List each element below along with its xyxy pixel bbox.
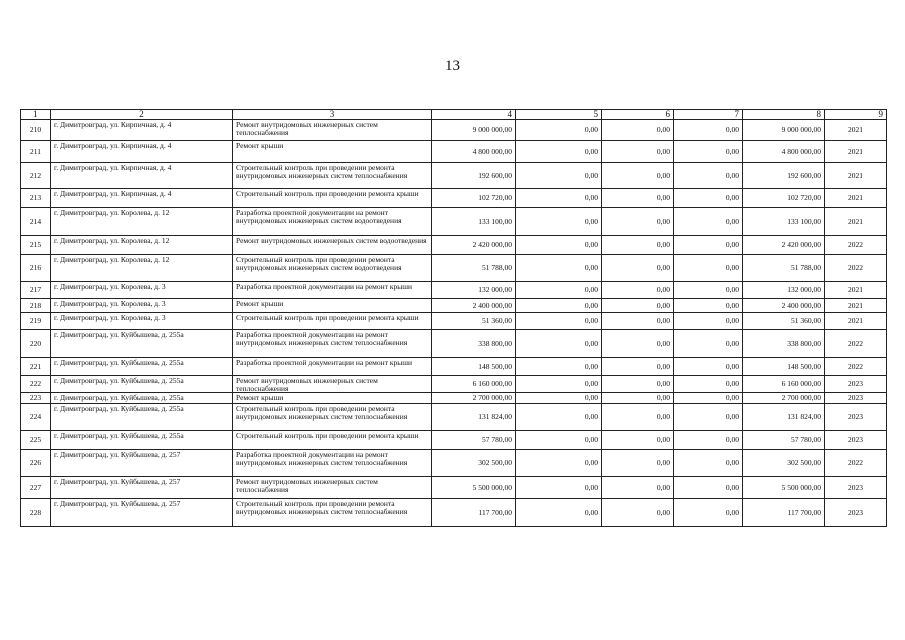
year-cell: 2021 [825, 208, 887, 236]
table-row [21, 477, 887, 499]
table-row [21, 141, 887, 163]
table-row [21, 313, 887, 330]
address-cell: г. Димитровград, ул. Куйбышева, д. 255а [51, 404, 233, 431]
year-cell: 2021 [825, 282, 887, 299]
amount-cell: 2 400 000,00 [432, 299, 516, 313]
address-cell: г. Димитровград, ул. Королева, д. 3 [51, 313, 233, 330]
year-cell: 2023 [825, 404, 887, 431]
address-cell: г. Димитровград, ул. Королева, д. 3 [51, 299, 233, 313]
zero-amount-cell: 0,00 [674, 282, 743, 299]
zero-amount-cell: 0,00 [674, 313, 743, 330]
work-type-cell: Строительный контроль при проведении ремонта внутридомовых инженерных систем водоотведения [233, 255, 432, 282]
total-amount-cell: 192 600,00 [743, 163, 825, 189]
year-cell: 2021 [825, 120, 887, 141]
total-amount-cell: 9 000 000,00 [743, 120, 825, 141]
work-type-cell: Ремонт внутридомовых инженерных систем водоотведения [233, 236, 432, 255]
table-row [21, 299, 887, 313]
work-type-cell: Разработка проектной документации на ремонт внутридомовых инженерных систем теплоснабжения [233, 330, 432, 358]
work-type-cell: Разработка проектной документации на ремонт внутридомовых инженерных систем водоотведения [233, 208, 432, 236]
row-number-cell: 218 [21, 299, 51, 313]
row-number-cell: 214 [21, 208, 51, 236]
total-amount-cell: 5 500 000,00 [743, 477, 825, 499]
table-row [21, 376, 887, 393]
amount-cell: 2 420 000,00 [432, 236, 516, 255]
address-cell: г. Димитровград, ул. Куйбышева, д. 257 [51, 477, 233, 499]
work-type-cell: Разработка проектной документации на ремонт крыши [233, 358, 432, 376]
zero-amount-cell: 0,00 [516, 330, 602, 358]
row-number-cell: 226 [21, 450, 51, 477]
amount-cell: 148 500,00 [432, 358, 516, 376]
year-cell: 2023 [825, 499, 887, 527]
address-cell: г. Димитровград, ул. Куйбышева, д. 255а [51, 358, 233, 376]
address-cell: г. Димитровград, ул. Куйбышева, д. 255а [51, 330, 233, 358]
page-number: 13 [445, 58, 460, 74]
row-number-cell: 227 [21, 477, 51, 499]
total-amount-cell: 2 420 000,00 [743, 236, 825, 255]
zero-amount-cell: 0,00 [602, 282, 674, 299]
work-type-cell: Строительный контроль при проведении ремонта крыши [233, 431, 432, 450]
zero-amount-cell: 0,00 [516, 477, 602, 499]
row-number-cell: 210 [21, 120, 51, 141]
table-body [21, 120, 887, 527]
year-cell: 2021 [825, 163, 887, 189]
zero-amount-cell: 0,00 [516, 282, 602, 299]
row-number-cell: 220 [21, 330, 51, 358]
row-number-cell: 225 [21, 431, 51, 450]
zero-amount-cell: 0,00 [602, 404, 674, 431]
zero-amount-cell: 0,00 [674, 477, 743, 499]
total-amount-cell: 2 700 000,00 [743, 393, 825, 404]
total-amount-cell: 133 100,00 [743, 208, 825, 236]
address-cell: г. Димитровград, ул. Куйбышева, д. 257 [51, 450, 233, 477]
address-cell: г. Димитровград, ул. Куйбышева, д. 255а [51, 431, 233, 450]
total-amount-cell: 4 800 000,00 [743, 141, 825, 163]
header-cell: 3 [233, 110, 432, 120]
zero-amount-cell: 0,00 [674, 236, 743, 255]
address-cell: г. Димитровград, ул. Королева, д. 12 [51, 236, 233, 255]
table-row [21, 358, 887, 376]
zero-amount-cell: 0,00 [516, 358, 602, 376]
work-type-cell: Ремонт внутридомовых инженерных систем теплоснабжения [233, 120, 432, 141]
header-cell: 2 [51, 110, 233, 120]
address-cell: г. Димитровград, ул. Королева, д. 3 [51, 282, 233, 299]
zero-amount-cell: 0,00 [674, 376, 743, 393]
address-cell: г. Димитровград, ул. Куйбышева, д. 255а [51, 393, 233, 404]
table-header-row [21, 110, 887, 120]
zero-amount-cell: 0,00 [602, 236, 674, 255]
header-cell: 8 [743, 110, 825, 120]
table-row [21, 431, 887, 450]
zero-amount-cell: 0,00 [516, 499, 602, 527]
zero-amount-cell: 0,00 [602, 313, 674, 330]
zero-amount-cell: 0,00 [602, 450, 674, 477]
table-row [21, 404, 887, 431]
zero-amount-cell: 0,00 [674, 431, 743, 450]
row-number-cell: 211 [21, 141, 51, 163]
zero-amount-cell: 0,00 [602, 431, 674, 450]
zero-amount-cell: 0,00 [602, 141, 674, 163]
zero-amount-cell: 0,00 [674, 404, 743, 431]
work-type-cell: Ремонт внутридомовых инженерных систем теплоснабжения [233, 477, 432, 499]
amount-cell: 4 800 000,00 [432, 141, 516, 163]
table-row [21, 450, 887, 477]
zero-amount-cell: 0,00 [674, 358, 743, 376]
table-row [21, 330, 887, 358]
row-number-cell: 213 [21, 189, 51, 208]
work-type-cell: Разработка проектной документации на ремонт крыши [233, 282, 432, 299]
address-cell: г. Димитровград, ул. Куйбышева, д. 257 [51, 499, 233, 527]
work-type-cell: Строительный контроль при проведении ремонта внутридомовых инженерных систем теплоснабжения [233, 404, 432, 431]
address-cell: г. Димитровград, ул. Королева, д. 12 [51, 255, 233, 282]
year-cell: 2021 [825, 313, 887, 330]
amount-cell: 302 500,00 [432, 450, 516, 477]
zero-amount-cell: 0,00 [516, 141, 602, 163]
amount-cell: 131 824,00 [432, 404, 516, 431]
program-table [20, 109, 887, 527]
zero-amount-cell: 0,00 [602, 330, 674, 358]
work-type-cell: Разработка проектной документации на ремонт внутридомовых инженерных систем теплоснабжения [233, 450, 432, 477]
amount-cell: 51 360,00 [432, 313, 516, 330]
amount-cell: 51 788,00 [432, 255, 516, 282]
row-number-cell: 222 [21, 376, 51, 393]
header-cell: 5 [516, 110, 602, 120]
total-amount-cell: 148 500,00 [743, 358, 825, 376]
zero-amount-cell: 0,00 [602, 499, 674, 527]
address-cell: г. Димитровград, ул. Кирпичная, д. 4 [51, 163, 233, 189]
total-amount-cell: 2 400 000,00 [743, 299, 825, 313]
zero-amount-cell: 0,00 [602, 189, 674, 208]
amount-cell: 133 100,00 [432, 208, 516, 236]
zero-amount-cell: 0,00 [516, 376, 602, 393]
header-cell: 1 [21, 110, 51, 120]
total-amount-cell: 102 720,00 [743, 189, 825, 208]
year-cell: 2022 [825, 255, 887, 282]
table-row [21, 236, 887, 255]
amount-cell: 6 160 000,00 [432, 376, 516, 393]
year-cell: 2021 [825, 189, 887, 208]
zero-amount-cell: 0,00 [516, 236, 602, 255]
table-row [21, 282, 887, 299]
zero-amount-cell: 0,00 [674, 120, 743, 141]
year-cell: 2021 [825, 299, 887, 313]
year-cell: 2022 [825, 358, 887, 376]
amount-cell: 57 780,00 [432, 431, 516, 450]
zero-amount-cell: 0,00 [516, 393, 602, 404]
zero-amount-cell: 0,00 [516, 450, 602, 477]
year-cell: 2023 [825, 477, 887, 499]
zero-amount-cell: 0,00 [602, 120, 674, 141]
zero-amount-cell: 0,00 [674, 299, 743, 313]
amount-cell: 132 000,00 [432, 282, 516, 299]
row-number-cell: 221 [21, 358, 51, 376]
year-cell: 2022 [825, 236, 887, 255]
total-amount-cell: 132 000,00 [743, 282, 825, 299]
header-cell: 9 [825, 110, 887, 120]
row-number-cell: 224 [21, 404, 51, 431]
zero-amount-cell: 0,00 [674, 189, 743, 208]
amount-cell: 192 600,00 [432, 163, 516, 189]
zero-amount-cell: 0,00 [516, 313, 602, 330]
table-row [21, 393, 887, 404]
zero-amount-cell: 0,00 [516, 255, 602, 282]
total-amount-cell: 302 500,00 [743, 450, 825, 477]
year-cell: 2023 [825, 393, 887, 404]
zero-amount-cell: 0,00 [674, 163, 743, 189]
total-amount-cell: 6 160 000,00 [743, 376, 825, 393]
row-number-cell: 228 [21, 499, 51, 527]
year-cell: 2023 [825, 431, 887, 450]
address-cell: г. Димитровград, ул. Кирпичная, д. 4 [51, 189, 233, 208]
row-number-cell: 223 [21, 393, 51, 404]
table-row [21, 255, 887, 282]
zero-amount-cell: 0,00 [674, 450, 743, 477]
amount-cell: 338 800,00 [432, 330, 516, 358]
table-row [21, 120, 887, 141]
total-amount-cell: 57 780,00 [743, 431, 825, 450]
zero-amount-cell: 0,00 [602, 255, 674, 282]
zero-amount-cell: 0,00 [516, 189, 602, 208]
zero-amount-cell: 0,00 [516, 208, 602, 236]
year-cell: 2022 [825, 330, 887, 358]
work-type-cell: Ремонт внутридомовых инженерных систем теплоснабжения [233, 376, 432, 393]
zero-amount-cell: 0,00 [602, 376, 674, 393]
address-cell: г. Димитровград, ул. Куйбышева, д. 255а [51, 376, 233, 393]
header-cell: 6 [602, 110, 674, 120]
total-amount-cell: 131 824,00 [743, 404, 825, 431]
row-number-cell: 216 [21, 255, 51, 282]
address-cell: г. Димитровград, ул. Королева, д. 12 [51, 208, 233, 236]
zero-amount-cell: 0,00 [602, 393, 674, 404]
zero-amount-cell: 0,00 [602, 477, 674, 499]
amount-cell: 5 500 000,00 [432, 477, 516, 499]
table-row [21, 163, 887, 189]
year-cell: 2023 [825, 376, 887, 393]
work-type-cell: Строительный контроль при проведении ремонта внутридомовых инженерных систем теплоснабжения [233, 163, 432, 189]
total-amount-cell: 51 360,00 [743, 313, 825, 330]
zero-amount-cell: 0,00 [674, 141, 743, 163]
row-number-cell: 217 [21, 282, 51, 299]
amount-cell: 9 000 000,00 [432, 120, 516, 141]
row-number-cell: 219 [21, 313, 51, 330]
zero-amount-cell: 0,00 [516, 404, 602, 431]
header-cell: 4 [432, 110, 516, 120]
table-row [21, 208, 887, 236]
zero-amount-cell: 0,00 [516, 431, 602, 450]
zero-amount-cell: 0,00 [516, 299, 602, 313]
zero-amount-cell: 0,00 [674, 393, 743, 404]
work-type-cell: Строительный контроль при проведении ремонта крыши [233, 313, 432, 330]
work-type-cell: Ремонт крыши [233, 393, 432, 404]
row-number-cell: 212 [21, 163, 51, 189]
total-amount-cell: 117 700,00 [743, 499, 825, 527]
row-number-cell: 215 [21, 236, 51, 255]
year-cell: 2022 [825, 450, 887, 477]
work-type-cell: Ремонт крыши [233, 299, 432, 313]
header-cell: 7 [674, 110, 743, 120]
zero-amount-cell: 0,00 [674, 208, 743, 236]
amount-cell: 2 700 000,00 [432, 393, 516, 404]
work-type-cell: Строительный контроль при проведении ремонта крыши [233, 189, 432, 208]
address-cell: г. Димитровград, ул. Кирпичная, д. 4 [51, 120, 233, 141]
total-amount-cell: 51 788,00 [743, 255, 825, 282]
work-type-cell: Ремонт крыши [233, 141, 432, 163]
zero-amount-cell: 0,00 [516, 120, 602, 141]
zero-amount-cell: 0,00 [674, 499, 743, 527]
amount-cell: 117 700,00 [432, 499, 516, 527]
table-row [21, 499, 887, 527]
zero-amount-cell: 0,00 [602, 299, 674, 313]
zero-amount-cell: 0,00 [674, 255, 743, 282]
zero-amount-cell: 0,00 [674, 330, 743, 358]
table-row [21, 189, 887, 208]
address-cell: г. Димитровград, ул. Кирпичная, д. 4 [51, 141, 233, 163]
zero-amount-cell: 0,00 [516, 163, 602, 189]
total-amount-cell: 338 800,00 [743, 330, 825, 358]
zero-amount-cell: 0,00 [602, 358, 674, 376]
amount-cell: 102 720,00 [432, 189, 516, 208]
zero-amount-cell: 0,00 [602, 208, 674, 236]
work-type-cell: Строительный контроль при проведении ремонта внутридомовых инженерных систем теплоснабжения [233, 499, 432, 527]
zero-amount-cell: 0,00 [602, 163, 674, 189]
year-cell: 2021 [825, 141, 887, 163]
